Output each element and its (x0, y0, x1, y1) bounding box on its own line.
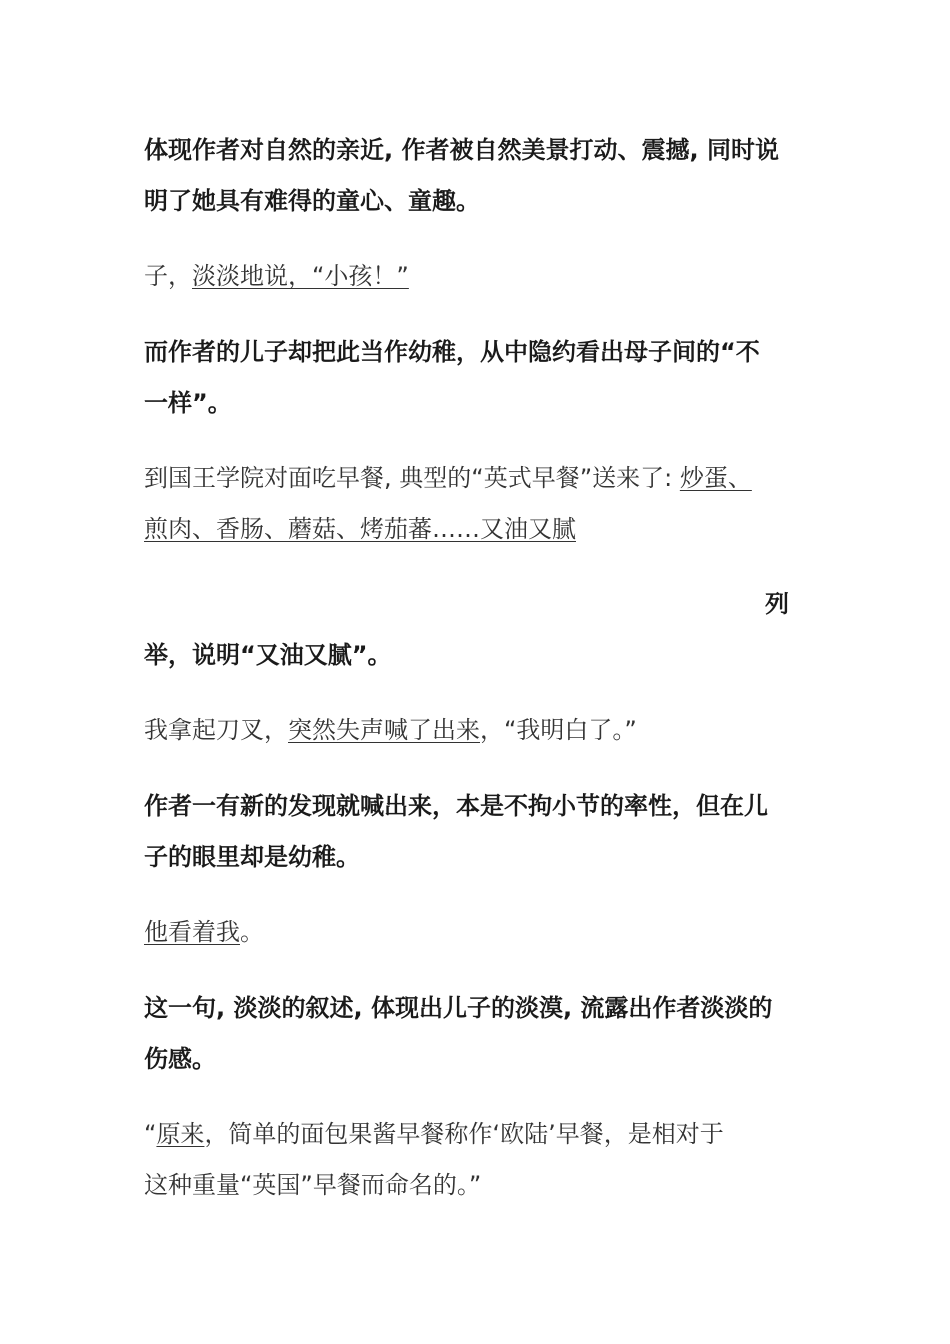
quote-paragraph-exclaim (144, 705, 809, 756)
plain-text: ，简单的面包果酱早餐称作‘欧陆’早餐，是相对于 (204, 1120, 724, 1148)
analysis-paragraph-naive (144, 781, 809, 883)
text-line: 举，说明“又油又腻”。 (144, 641, 392, 669)
wrapped-char: 列 (765, 590, 789, 618)
text-line (144, 1109, 809, 1160)
quote-paragraph-breakfast (144, 453, 809, 555)
text-line (144, 251, 809, 302)
text-line (144, 705, 809, 756)
plain-text: 到国王学院对面吃早餐, 典型的“英式早餐”送来了: (144, 464, 680, 492)
plain-text: 子， (144, 262, 192, 290)
text-line (144, 453, 809, 504)
text-line: 这一句, 淡淡的叙述, 体现出儿子的淡漠, 流露出作者淡淡的 (144, 994, 773, 1022)
text-line: 作者一有新的发现就喊出来，本是不拘小节的率性，但在儿 (144, 792, 768, 820)
analysis-paragraph-sadness (144, 983, 809, 1085)
text-line (144, 504, 809, 555)
text-line: 而作者的儿子却把此当作幼稚，从中隐约看出母子间的“不 (144, 338, 760, 366)
quote-paragraph-look (144, 907, 809, 958)
underlined-text: 煎肉、香肠、蘑菇、烤茄蕃……又油又腻 (144, 515, 576, 543)
underlined-text: 原来 (156, 1120, 205, 1148)
analysis-paragraph-nature (144, 125, 809, 227)
text-line: 明了她具有难得的童心、童趣。 (144, 187, 480, 215)
analysis-paragraph-listing (144, 579, 809, 681)
plain-text: “ (144, 1120, 157, 1148)
text-line: 这种重量“英国”早餐而命名的。” (144, 1171, 482, 1199)
underlined-text: 炒蛋、 (679, 464, 752, 492)
text-line: 一样”。 (144, 389, 232, 417)
text-line: 子的眼里却是幼稚。 (144, 843, 360, 871)
analysis-paragraph-difference (144, 327, 809, 429)
text-line: 体现作者对自然的亲近, 作者被自然美景打动、震撼, 同时说 (144, 136, 779, 164)
text-line (144, 907, 809, 958)
plain-text: ，“我明白了。” (480, 716, 637, 744)
quote-paragraph-son (144, 251, 809, 302)
text-line (144, 579, 809, 630)
underlined-text: 突然失声喊了出来 (288, 716, 480, 744)
underlined-text: 他看着我 (144, 918, 240, 946)
quote-paragraph-continental (144, 1109, 809, 1211)
text-line: 伤感。 (144, 1045, 216, 1073)
underlined-text: 淡淡地说，“小孩！” (192, 262, 409, 290)
plain-text: 。 (240, 918, 264, 946)
plain-text: 我拿起刀叉， (144, 716, 288, 744)
